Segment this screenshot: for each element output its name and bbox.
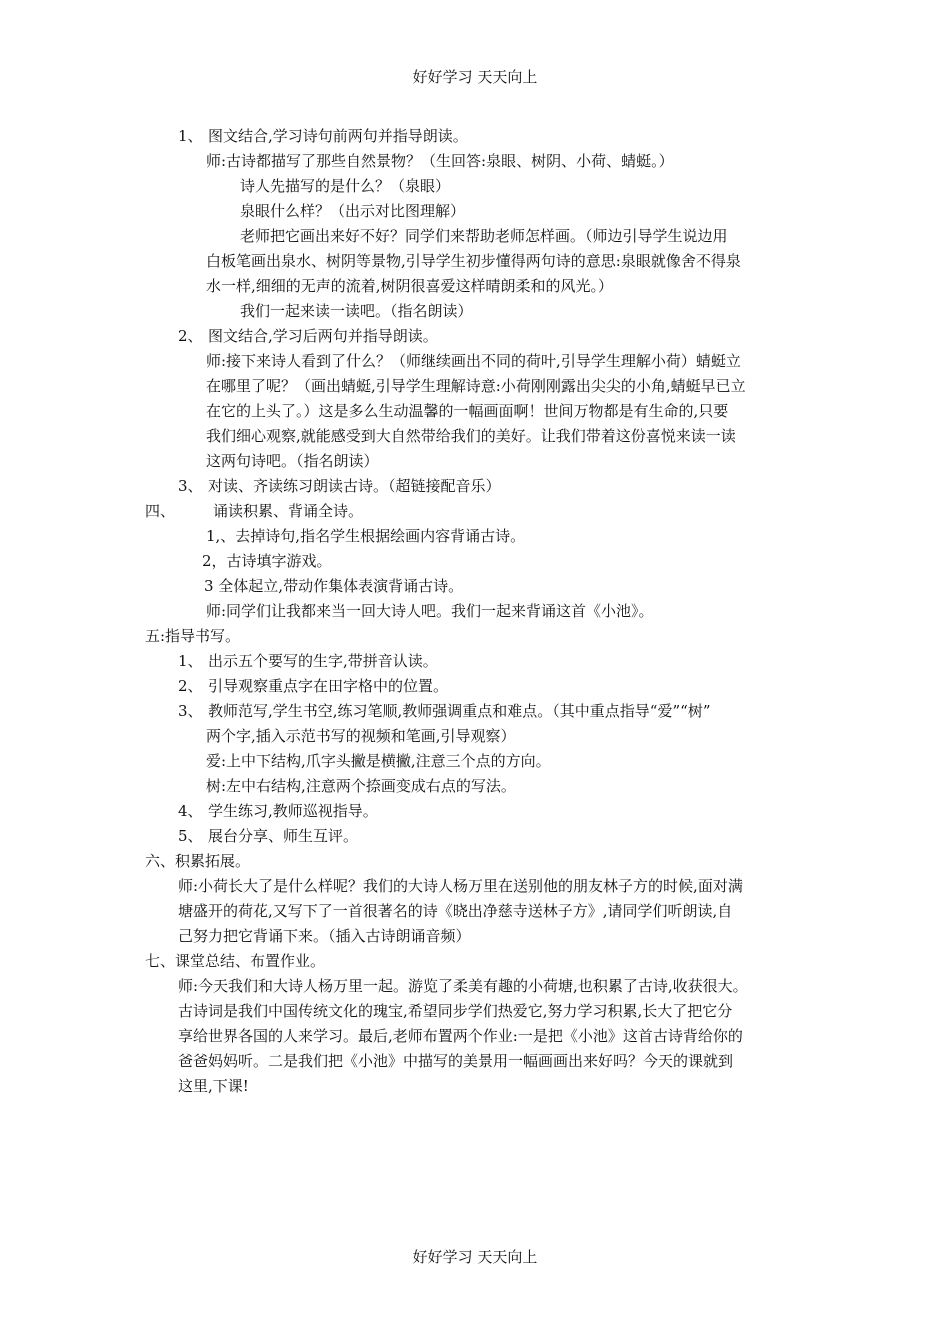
list-item xyxy=(178,824,358,849)
paragraph-line: 两个字,插入示范书写的视频和笔画,引导观察） xyxy=(206,727,516,745)
paragraph-line: 这里,下课! xyxy=(178,1077,249,1095)
paragraph-line: 1,、去掉诗句,指名学生根据绘画内容背诵古诗。 xyxy=(206,527,526,545)
paragraph-line: 塘盛开的荷花,又写下了一首很著名的诗《晓出净慈寺送林子方》,请同学们听朗读,自 xyxy=(178,902,733,920)
paragraph-line: 诗人先描写的是什么？（泉眼） xyxy=(240,177,451,195)
paragraph-line: 我们一起来读一读吧。（指名朗读） xyxy=(240,302,473,320)
paragraph-line: 3 全体起立,带动作集体表演背诵古诗。 xyxy=(204,577,464,595)
list-item xyxy=(178,699,710,724)
list-item xyxy=(178,799,378,824)
list-marker: 3、 xyxy=(178,702,203,720)
paragraph-line: 水一样,细细的无声的流着,树阴很喜爱这样晴朗柔和的风光。） xyxy=(206,277,614,295)
paragraph-line: 在哪里了呢？（画出蜻蜓,引导学生理解诗意:小荷刚刚露出尖尖的小角,蜻蜓早已立 xyxy=(206,377,746,395)
paragraph-line: 师:同学们让我都来当一回大诗人吧。我们一起来背诵这首《小池》。 xyxy=(206,602,654,620)
list-item xyxy=(178,474,501,499)
paragraph-line: 这两句诗吧。（指名朗读） xyxy=(206,452,379,470)
paragraph-line: 老师把它画出来好不好？同学们来帮助老师怎样画。（师边引导学生说边用 xyxy=(240,227,728,245)
list-marker: 3、 xyxy=(178,477,203,495)
section-heading xyxy=(145,499,363,524)
list-marker: 1、 xyxy=(178,652,203,670)
list-text: 出示五个要写的生字,带拼音认读。 xyxy=(208,652,438,670)
list-item xyxy=(178,674,448,699)
paragraph-line: 古诗词是我们中国传统文化的瑰宝,希望同步学们热爱它,努力学习积累,长大了把它分 xyxy=(178,1002,733,1020)
list-text: 学生练习,教师巡视指导。 xyxy=(208,802,378,820)
paragraph-line: 己努力把它背诵下来。（插入古诗朗诵音频） xyxy=(178,927,471,945)
paragraph-line: 师:小荷长大了是什么样呢？我们的大诗人杨万里在送别他的朋友林子方的时候,面对满 xyxy=(178,877,743,895)
list-marker: 1、 xyxy=(178,127,203,145)
paragraph-line: 师:接下来诗人看到了什么？（师继续画出不同的荷叶,引导学生理解小荷）蜻蜓立 xyxy=(206,352,741,370)
section-heading: 五:指导书写。 xyxy=(145,627,241,645)
paragraph-line: 享给世界各国的人来学习。最后,老师布置两个作业:一是把《小池》这首古诗背给你的 xyxy=(178,1027,743,1045)
paragraph-line: 在它的上头了。）这是多么生动温馨的一幅画面啊！世间万物都是有生命的,只要 xyxy=(206,402,729,420)
list-item xyxy=(178,649,438,674)
list-marker: 5、 xyxy=(178,827,203,845)
paragraph-line: 爱:上中下结构,爪字头撇是横撇,注意三个点的方向。 xyxy=(206,752,551,770)
list-item xyxy=(178,124,468,149)
heading-marker: 四、 xyxy=(145,502,176,520)
list-item xyxy=(178,324,438,349)
list-text: 引导观察重点字在田字格中的位置。 xyxy=(208,677,449,695)
list-text: 对读、齐读练习朗读古诗。（超链接配音乐） xyxy=(208,477,501,495)
list-marker: 4、 xyxy=(178,802,203,820)
paragraph-line: 师:古诗都描写了那些自然景物？（生回答:泉眼、树阴、小荷、蜻蜓。） xyxy=(206,152,674,170)
heading-text: 诵读积累、背诵全诗。 xyxy=(213,502,364,520)
paragraph-line: 白板笔画出泉水、树阴等景物,引导学生初步懂得两句诗的意思:泉眼就像舍不得泉 xyxy=(206,252,741,270)
list-text: 图文结合,学习后两句并指导朗读。 xyxy=(208,327,438,345)
paragraph-line: 我们细心观察,就能感受到大自然带给我们的美好。让我们带着这份喜悦来读一读 xyxy=(206,427,736,445)
paragraph-line: 泉眼什么样？（出示对比图理解） xyxy=(240,202,466,220)
paragraph-line: 树:左中右结构,注意两个捺画变成右点的写法。 xyxy=(206,777,516,795)
paragraph-line: 师:今天我们和大诗人杨万里一起。游览了柔美有趣的小荷塘,也积累了古诗,收获很大。 xyxy=(178,977,748,995)
paragraph-line: 2，古诗填字游戏。 xyxy=(202,552,332,570)
section-heading: 六、积累拓展。 xyxy=(145,852,251,870)
list-text: 教师范写,学生书空,练习笔顺,教师强调重点和难点。（其中重点指导“爱”“树” xyxy=(208,702,711,720)
section-heading: 七、课堂总结、布置作业。 xyxy=(145,952,326,970)
list-text: 图文结合,学习诗句前两句并指导朗读。 xyxy=(208,127,468,145)
paragraph-line: 爸爸妈妈听。二是我们把《小池》中描写的美景用一幅画画出来好吗？今天的课就到 xyxy=(178,1052,734,1070)
page-header: 好好学习 天天向上 xyxy=(412,68,538,86)
list-text: 展台分享、师生互评。 xyxy=(208,827,359,845)
list-marker: 2、 xyxy=(178,327,203,345)
list-marker: 2、 xyxy=(178,677,203,695)
page-footer: 好好学习 天天向上 xyxy=(412,1248,538,1266)
